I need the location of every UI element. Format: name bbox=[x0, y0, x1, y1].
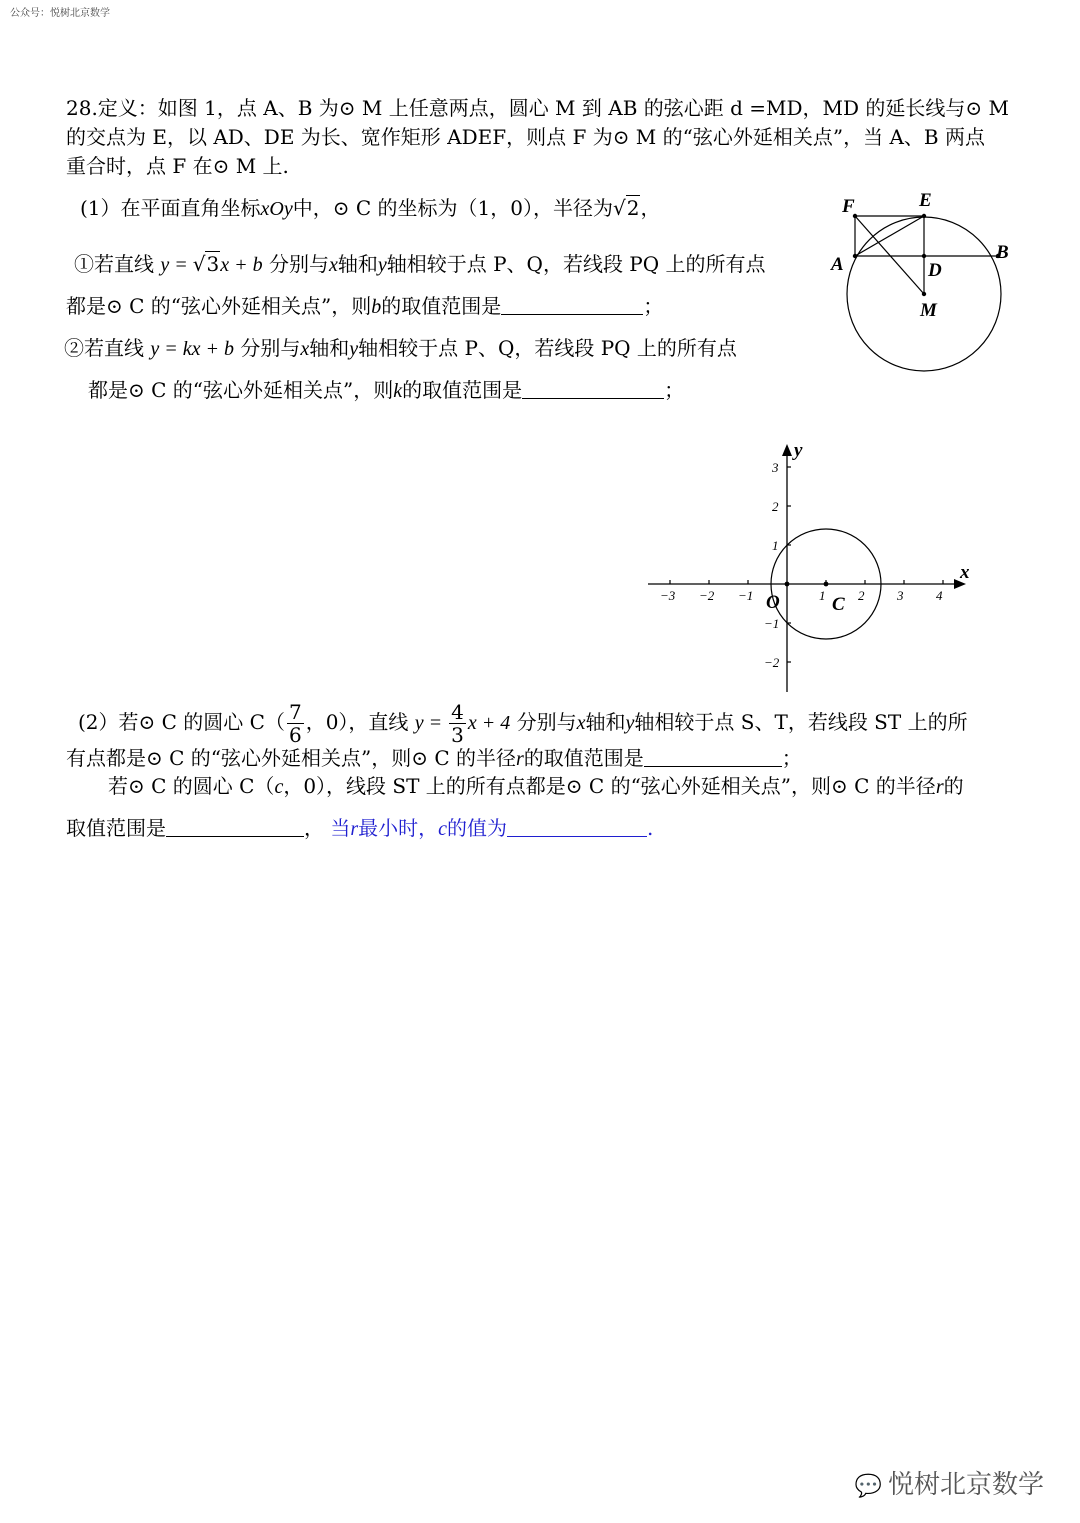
figure-2-coordinate-plane bbox=[640, 430, 990, 700]
x-tick-label: −3 bbox=[660, 588, 676, 603]
x-tick-label: −1 bbox=[738, 588, 754, 603]
part1-lead: (1）在平面直角坐标xOy中，⊙ C 的坐标为（1，0），半径为√2， bbox=[80, 196, 661, 220]
part2-line-1: (2）若⊙ C 的圆心 C（ $\frac{7}{6}$ ，0），直线 y = $\frac{4}{3}$ x + 4 分别与x轴和y轴相较于点 S、T，若线段 ST 上的所 bbox=[78, 700, 968, 747]
part2-radius-blank-2[interactable] bbox=[166, 816, 304, 837]
segment-ae bbox=[855, 216, 924, 256]
point-a bbox=[853, 254, 857, 258]
y-tick-label: −1 bbox=[764, 616, 780, 631]
q1-answer-blank[interactable] bbox=[501, 294, 643, 315]
y-tick-label: −2 bbox=[764, 655, 780, 670]
q1-line-2: 都是⊙ C 的“弦心外延相关点”，则b的取值范围是 ； bbox=[66, 294, 664, 318]
part2-line-3: 若⊙ C 的圆心 C（c，0），线段 ST 上的所有点都是⊙ C 的“弦心外延相关点”，则⊙ C 的半径r的 bbox=[108, 774, 964, 798]
point-e bbox=[922, 214, 926, 218]
part2-line-2: 有点都是⊙ C 的“弦心外延相关点”，则⊙ C 的半径r的取值范围是 ； bbox=[66, 746, 802, 770]
x-tick-label: 1 bbox=[819, 588, 826, 603]
wechat-icon: 💬 bbox=[854, 1474, 882, 1499]
q1-line-1: ①若直线 y = √3x + b 分别与x轴和y轴相较于点 P、Q，若线段 PQ 上的所有点 bbox=[74, 252, 766, 276]
label-e: E bbox=[919, 190, 932, 211]
label-f: F bbox=[842, 196, 855, 217]
q2-answer-blank[interactable] bbox=[522, 378, 664, 399]
y-axis-label: y bbox=[794, 440, 803, 461]
point-o bbox=[785, 582, 790, 587]
watermark: 💬 悦树北京数学 bbox=[854, 1470, 1044, 1500]
q2-line-1: ②若直线 y = kx + b 分别与x轴和y轴相较于点 P、Q，若线段 PQ 上的所有点 bbox=[64, 336, 737, 360]
x-axis-label: x bbox=[960, 562, 970, 583]
intro-line-3: 重合时，点 F 在⊙ M 上. bbox=[66, 154, 289, 178]
point-c bbox=[824, 582, 829, 587]
intro-line-1: 28.定义：如图 1，点 A、B 为⊙ M 上任意两点，圆心 M 到 AB 的弦心距 d =MD，MD 的延长线与⊙ M bbox=[66, 96, 1009, 120]
fraction-4-3: $\frac{4}{3}$ bbox=[451, 700, 464, 747]
center-c-label: C bbox=[832, 594, 845, 615]
segment-fm bbox=[855, 216, 924, 294]
fraction-7-6: $\frac{7}{6}$ bbox=[288, 700, 302, 747]
label-a: A bbox=[831, 254, 844, 275]
part2-radius-blank-1[interactable] bbox=[644, 746, 782, 767]
x-tick-label: 3 bbox=[897, 588, 904, 603]
x-tick-label: 4 bbox=[936, 588, 943, 603]
q2-line-2: 都是⊙ C 的“弦心外延相关点”，则k的取值范围是 ； bbox=[88, 378, 685, 402]
figure-1-circle-m bbox=[820, 180, 1040, 380]
label-d: D bbox=[928, 260, 942, 281]
label-b: B bbox=[996, 242, 1009, 263]
y-axis-arrow bbox=[782, 444, 792, 456]
y-tick-label: 1 bbox=[772, 538, 779, 553]
part2-line-4: 取值范围是 ， 当r最小时，c的值为 . bbox=[66, 816, 654, 840]
x-tick-label: −2 bbox=[699, 588, 715, 603]
y-tick-label: 3 bbox=[772, 460, 779, 475]
x-tick-label: 2 bbox=[858, 588, 865, 603]
header-source: 公众号：悦树北京数学 bbox=[10, 8, 110, 19]
y-tick-label: 2 bbox=[772, 499, 779, 514]
label-m: M bbox=[920, 300, 937, 321]
point-d bbox=[922, 254, 926, 258]
intro-line-2: 的交点为 E，以 AD、DE 为长、宽作矩形 ADEF，则点 F 为⊙ M 的“弦心外延相关点”，当 A、B 两点 bbox=[66, 125, 985, 149]
origin-label: O bbox=[766, 592, 780, 613]
point-m bbox=[922, 292, 926, 296]
part2-c-value-blank[interactable] bbox=[507, 816, 647, 837]
